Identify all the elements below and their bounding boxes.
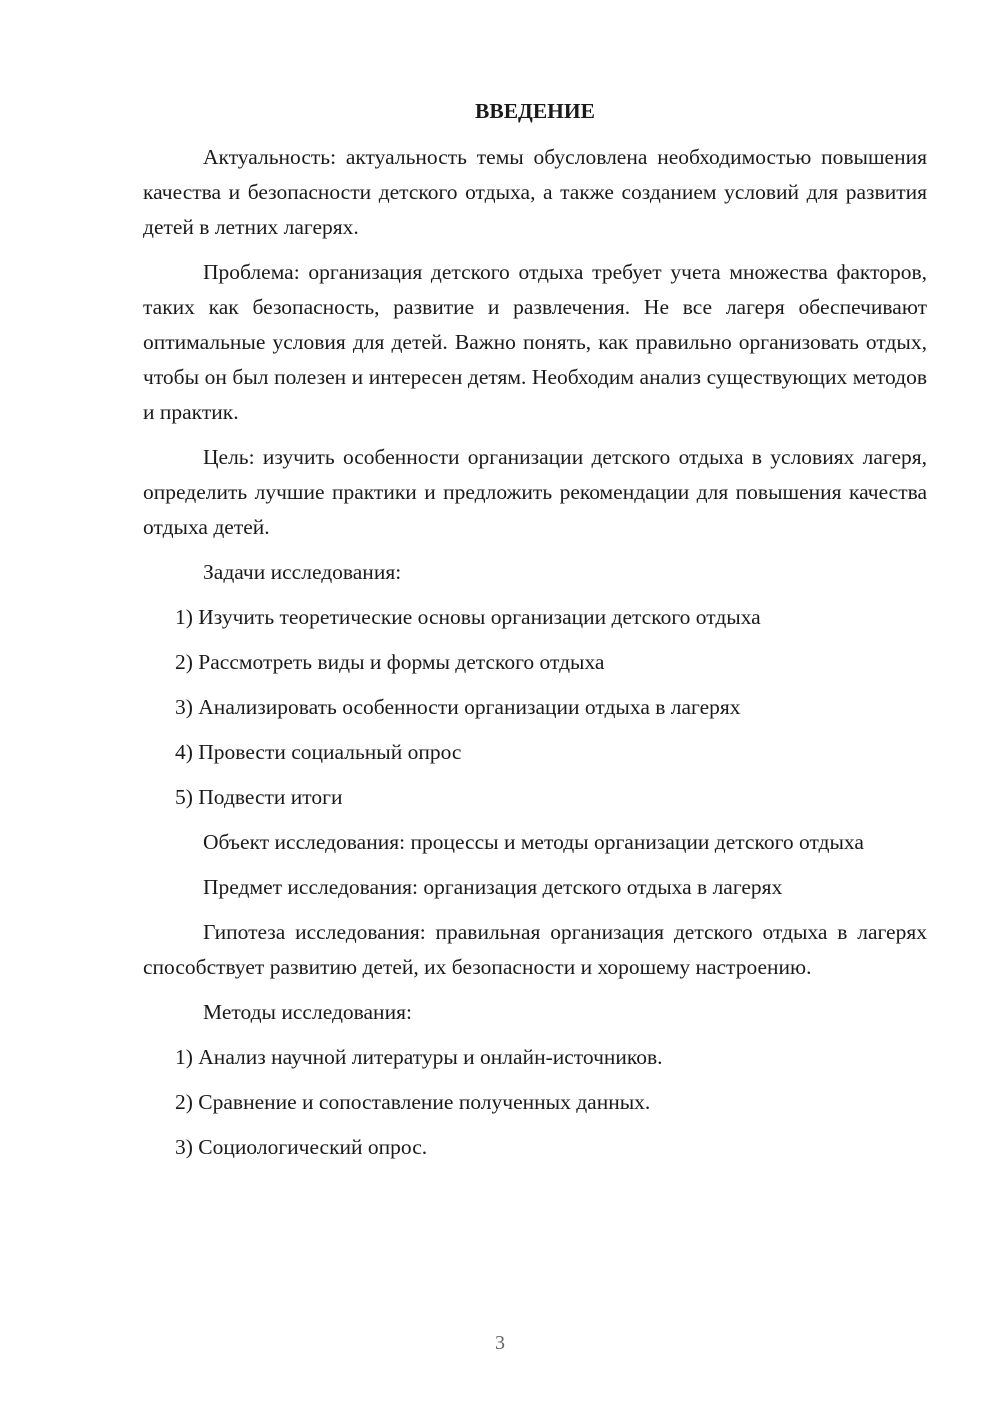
hypothesis-paragraph: Гипотеза исследования: правильная организация детского отдыха в лагерях способствует развитию детей, их безопасности и хорошему настроению.: [143, 920, 927, 979]
object-paragraph: Объект исследования: процессы и методы организации детского отдыха: [203, 830, 864, 854]
task-item: 5) Подвести итоги: [175, 785, 343, 809]
methods-heading: Методы исследования:: [203, 1000, 412, 1024]
page-title: ВВЕДЕНИЕ: [475, 99, 595, 123]
method-item: 3) Социологический опрос.: [175, 1135, 428, 1159]
page-number: 3: [495, 1332, 505, 1354]
task-item: 3) Анализировать особенности организации отдыха в лагерях: [175, 695, 741, 719]
task-item: 4) Провести социальный опрос: [175, 740, 462, 764]
task-item: 1) Изучить теоретические основы организации детского отдыха: [175, 605, 761, 629]
relevance-paragraph: Актуальность: актуальность темы обусловлена необходимостью повышения качества и безопасности детского отдыха, а также созданием условий для развития детей в летних лагерях.: [143, 145, 927, 239]
problem-paragraph: Проблема: организация детского отдыха требует учета множества факторов, таких как безопасность, развитие и развлечения. Не все лагеря обеспечивают оптимальные условия для детей. Важно понять, как правильно организовать отдых, чтобы он был полезен и интересен детям. Необходим анализ существующих методов и практик.: [143, 260, 927, 424]
method-item: 1) Анализ научной литературы и онлайн-источников.: [175, 1045, 663, 1069]
method-item: 2) Сравнение и сопоставление полученных данных.: [175, 1090, 651, 1114]
subject-paragraph: Предмет исследования: организация детского отдыха в лагерях: [203, 875, 783, 899]
document-page: [143, 96, 927, 1175]
tasks-heading: Задачи исследования:: [203, 560, 402, 584]
goal-paragraph: Цель: изучить особенности организации детского отдыха в условиях лагеря, определить лучшие практики и предложить рекомендации для повышения качества отдыха детей.: [143, 445, 927, 539]
task-item: 2) Рассмотреть виды и формы детского отдыха: [175, 650, 605, 674]
